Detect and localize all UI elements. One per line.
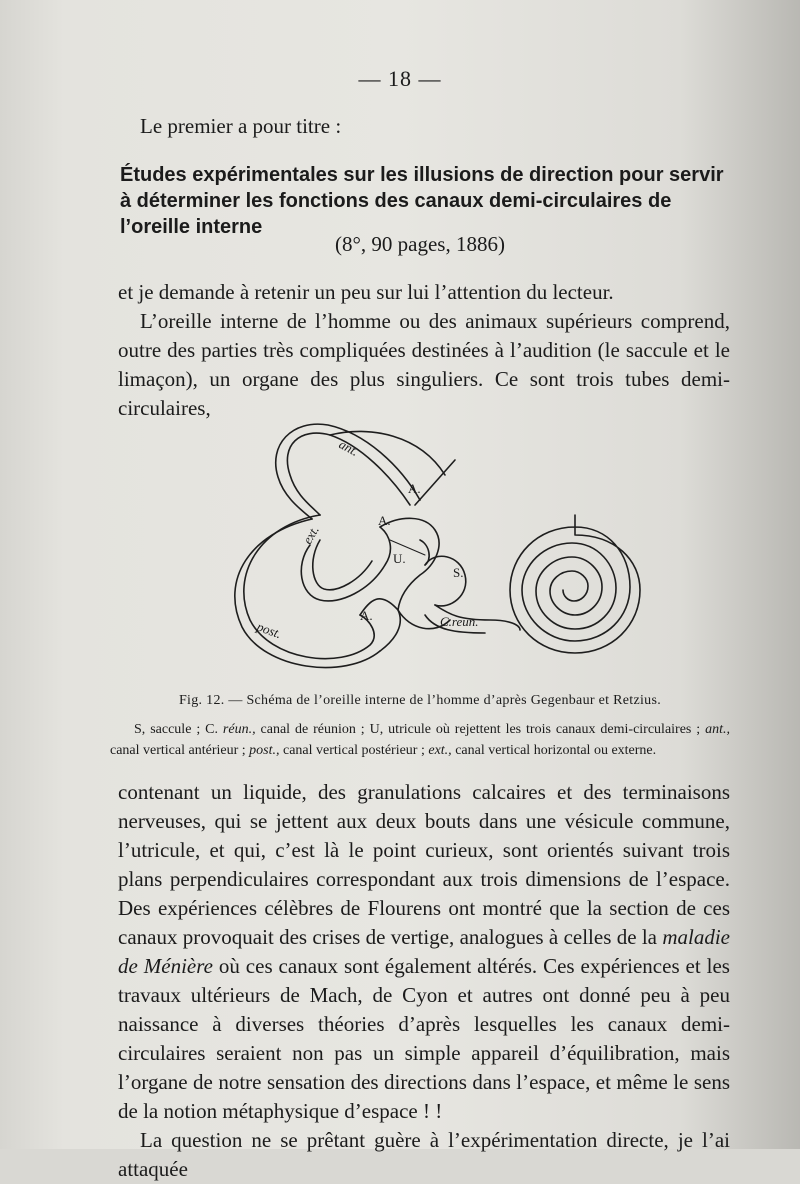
- caption-legend: [110, 719, 730, 761]
- label-post: post.: [254, 618, 284, 642]
- work-title: [120, 162, 730, 240]
- legend-text: canal vertical postérieur ;: [279, 743, 429, 758]
- page-number: — 18 —: [358, 66, 442, 91]
- legend-text: canal vertical horizontal ou externe.: [451, 743, 657, 758]
- paragraph-line: et je demande à retenir un peu sur lui l’attention du lecteur.: [118, 280, 614, 304]
- legend-text: canal de réunion ;: [255, 722, 370, 737]
- figure-caption: [110, 690, 730, 761]
- paragraph-1: [118, 278, 730, 423]
- legend-key: S,: [134, 722, 146, 737]
- title-line: Études expérimentales sur les illusions de direction pour servir: [120, 164, 724, 186]
- caption-title: Fig. 12. — Schéma de l’oreille interne de l’homme d’après Gegenbaur et Retzius.: [178, 693, 662, 708]
- paragraph-last-line: La question ne se prêtant guère à l’expérimentation directe, je l’ai attaquée: [118, 1128, 730, 1181]
- label-creun: C.reun.: [440, 614, 479, 629]
- paragraph-text: où ces canaux sont également altérés. Ces expériences et les travaux ultérieurs de Mach, de Cyon et autres ont donné peu à peu naissance à diverses théories d’après lesquelles les canaux demi-circulaires seraient non pas un simple appareil d’équilibration, mais l’organe de notre sensation des directions dans l’espace, et même le sens de la notion métaphysique d’espace ! !: [118, 954, 730, 1123]
- legend-text: canal vertical antérieur ;: [110, 743, 250, 758]
- paragraph-2: [118, 778, 730, 1184]
- legend-text: utricule où rejettent les trois canaux demi-circulaires ;: [383, 722, 706, 737]
- utricle: [380, 518, 439, 610]
- legend-key: C.: [205, 722, 218, 737]
- legend-key-italic: ext.,: [428, 743, 452, 758]
- inner-ear-diagram: [220, 415, 660, 680]
- title-line: à déterminer les fonctions des canaux demi-circulaires de: [120, 190, 672, 212]
- label-a: A.: [408, 481, 421, 496]
- legend-text: saccule ;: [145, 722, 206, 737]
- paragraph-body: [118, 778, 730, 1126]
- paragraph-body: L’oreille interne de l’homme ou des animaux supérieurs comprend, outre des parties très compliquées destinées à l’audition (le saccule et le limaçon), un organe des plus singuliers. Ce sont trois tubes demi-circulaires,: [118, 309, 730, 420]
- legend-key-italic: ant.,: [705, 722, 730, 737]
- legend-key: U,: [369, 722, 384, 737]
- paragraph-text: contenant un liquide, des granulations calcaires et des terminaisons nerveuses, qui se jettent aux deux bouts dans une vésicule commune, l’utricule, et qui, c’est là le point curieux, sont orientés suivant trois plans perpendiculaires correspondant aux trois dimensions de l’espace. Des expériences célèbres de Flourens ont montré que la section de ces canaux provoquait des crises de vertige, analogues à celles de la: [118, 780, 730, 949]
- paragraph-italic: maladie de Ménière: [118, 925, 730, 978]
- intro-line: Le premier a pour titre :: [140, 114, 342, 138]
- label-ant: ant.: [336, 436, 362, 459]
- label-ext: ext.: [299, 523, 322, 547]
- legend-key-italic: post.,: [249, 743, 280, 758]
- label-a: A.: [360, 608, 373, 623]
- cochlea: [510, 515, 640, 653]
- label-a: A.: [378, 513, 391, 528]
- label-s: S.: [453, 565, 464, 580]
- publication-info: (8°, 90 pages, 1886): [335, 232, 505, 256]
- legend-key-italic: réun.,: [218, 722, 256, 737]
- label-u: U.: [393, 551, 406, 566]
- title-line: l’oreille interne: [120, 216, 263, 238]
